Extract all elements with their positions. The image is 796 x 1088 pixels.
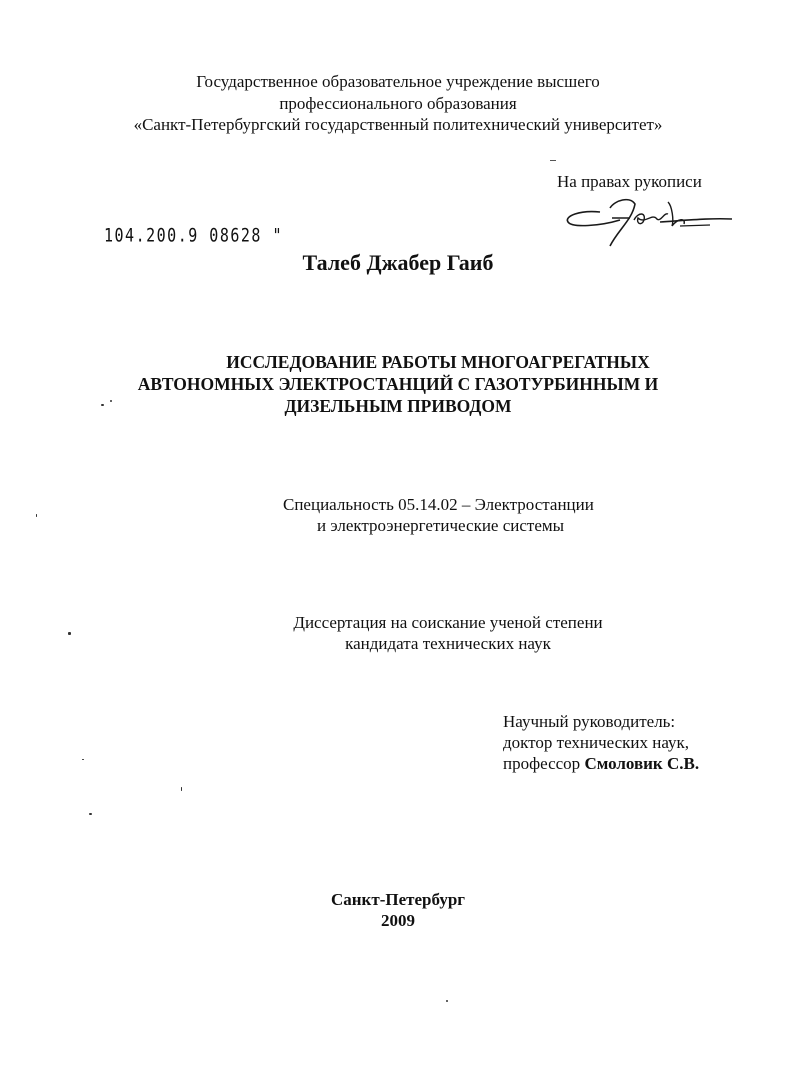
manuscript-rights-note: На правах рукописи xyxy=(557,172,702,191)
degree-line-1: Диссертация на соискание ученой степени xyxy=(293,613,603,632)
signature-icon xyxy=(560,190,735,250)
title-line-1: ИССЛЕДОВАНИЕ РАБОТЫ МНОГОАГРЕГАТНЫХ xyxy=(226,352,650,372)
scan-speck xyxy=(89,813,92,815)
supervisor-title: профессор xyxy=(503,754,585,773)
year: 2009 xyxy=(381,911,415,930)
author-name: Талеб Джабер Гаиб xyxy=(302,250,494,275)
publication-place-year xyxy=(0,889,796,931)
supervisor-line-3 xyxy=(503,753,699,774)
scan-speck xyxy=(446,1000,448,1002)
scan-speck xyxy=(36,514,37,517)
institution-name xyxy=(0,71,796,136)
institution-line-2: профессионального образования xyxy=(279,93,517,113)
dissertation-title xyxy=(0,351,796,417)
title-line-2: АВТОНОМНЫХ ЭЛЕКТРОСТАНЦИЙ С ГАЗОТУРБИННЫМ И xyxy=(137,374,659,394)
institution-line-3: «Санкт-Петербургский государственный политехнический университет» xyxy=(133,115,663,134)
institution-line-1: Государственное образовательное учреждение высшего xyxy=(196,72,600,91)
supervisor-block xyxy=(503,711,699,774)
degree-block xyxy=(0,612,796,654)
scan-mark xyxy=(550,160,556,161)
supervisor-line-2: доктор технических наук, xyxy=(503,733,690,752)
specialty-line-2: и электроэнергетические системы xyxy=(317,516,565,535)
archive-stamp-number: 104.200.9 08628 " xyxy=(104,224,284,247)
title-line-3: ДИЗЕЛЬНЫМ ПРИВОДОМ xyxy=(284,396,512,416)
scan-speck xyxy=(110,400,112,402)
specialty-block xyxy=(283,494,594,536)
city: Санкт-Петербург xyxy=(330,890,466,909)
supervisor-line-1: Научный руководитель: xyxy=(503,712,676,731)
scan-speck xyxy=(181,787,182,791)
scan-speck xyxy=(68,632,71,635)
supervisor-name: Смоловик С.В. xyxy=(584,754,700,773)
scan-speck xyxy=(82,759,84,760)
scan-speck xyxy=(101,404,104,406)
degree-line-2: кандидата технических наук xyxy=(345,634,551,653)
specialty-line-1: Специальность 05.14.02 – Электростанции xyxy=(283,495,594,514)
